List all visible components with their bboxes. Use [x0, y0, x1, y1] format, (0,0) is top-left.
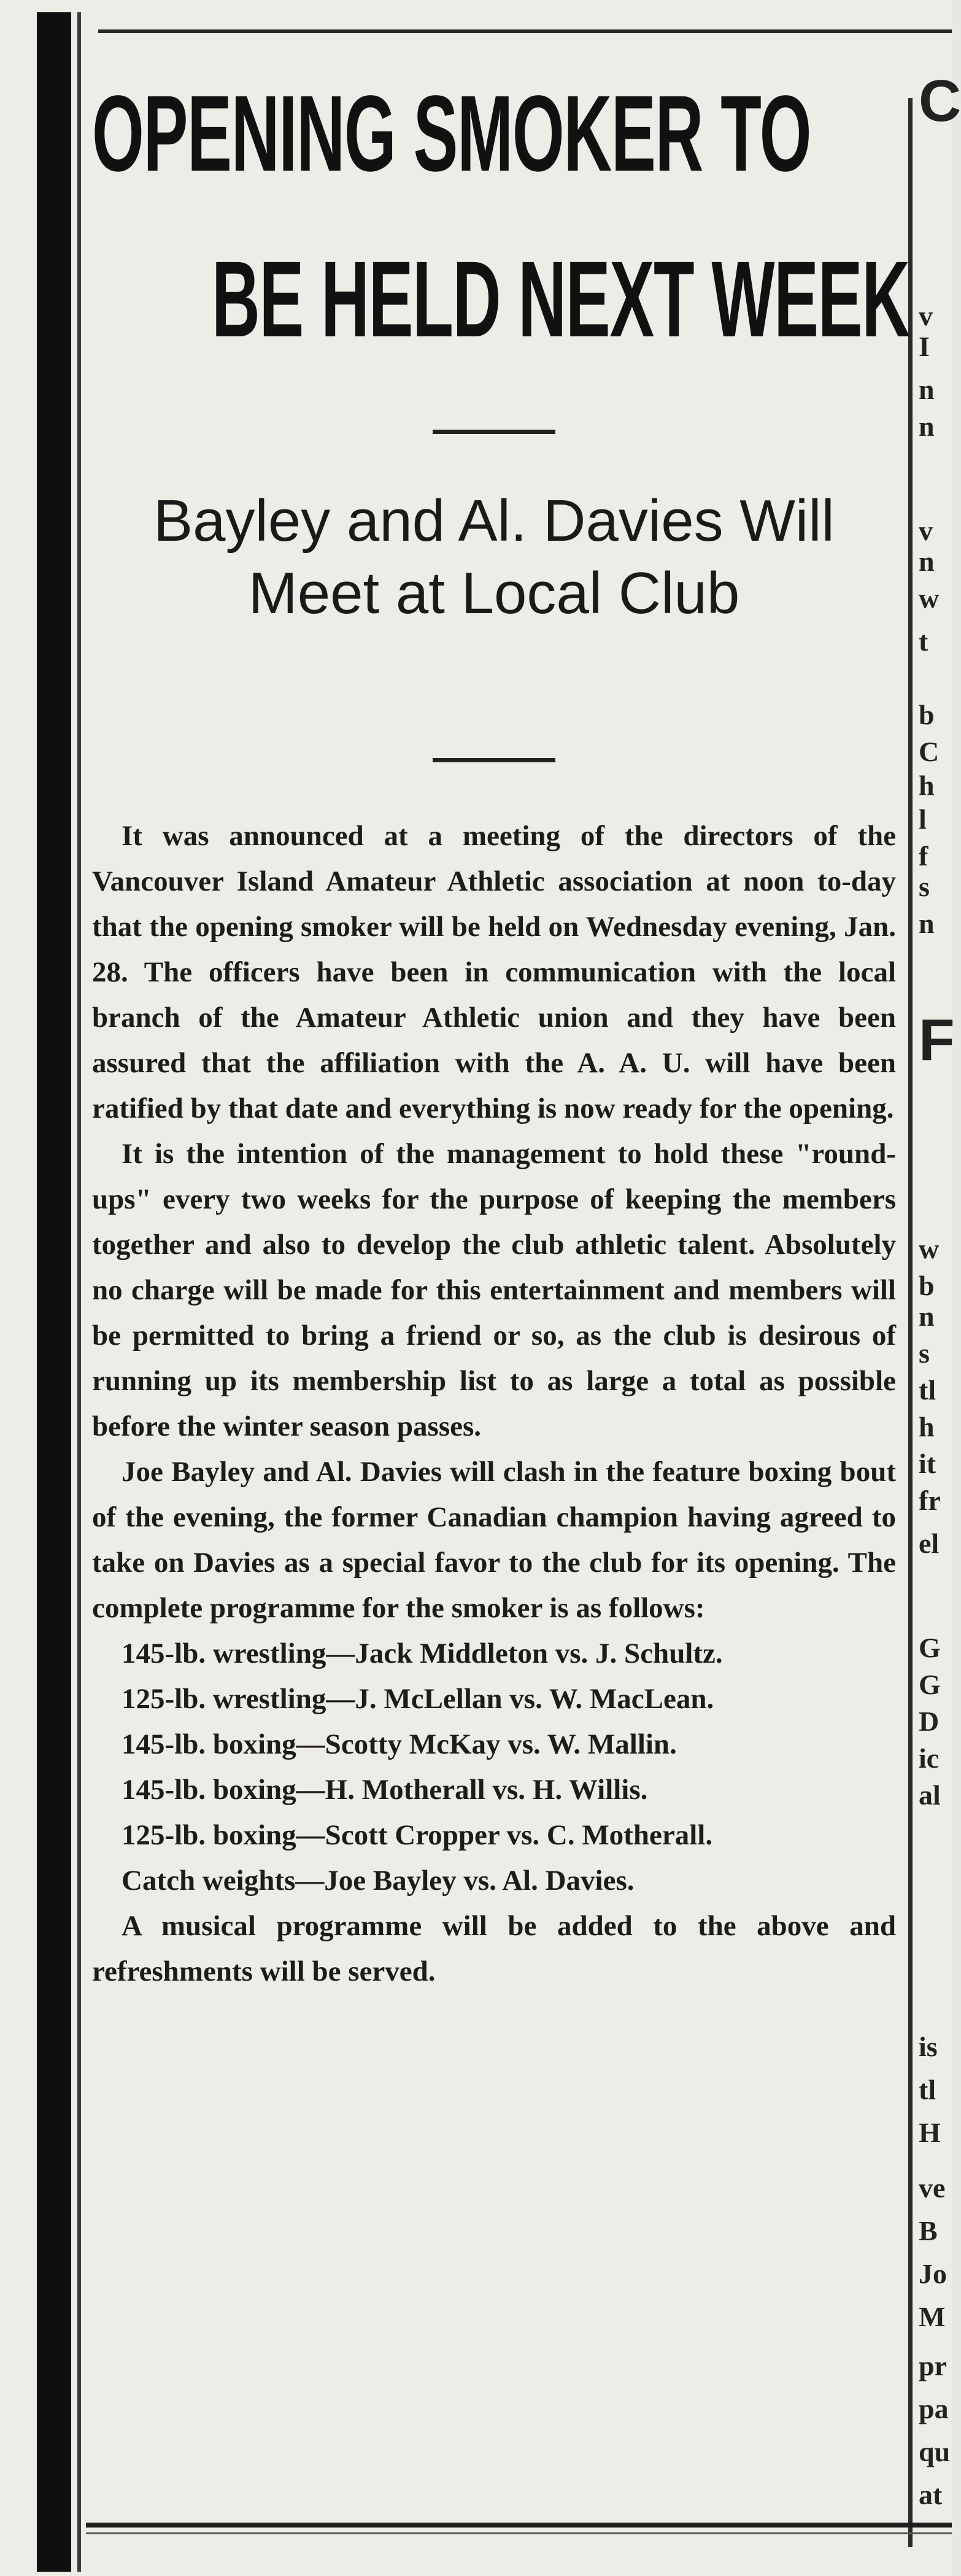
adjacent-column-fragment: at [919, 2479, 943, 2510]
adjacent-column-fragment: n [919, 546, 935, 577]
programme-item: 145-lb. boxing—H. Motherall vs. H. Willis. [122, 1774, 648, 1806]
subheadline: Bayley and Al. Davies Will Meet at Local Club [153, 488, 835, 626]
adjacent-column-fragment: b [919, 1270, 935, 1301]
adjacent-column-fragment: s [919, 871, 930, 902]
column-divider [908, 98, 913, 2547]
adjacent-column-fragment: I [919, 331, 930, 362]
adjacent-column-fragment: F [919, 1007, 955, 1073]
paragraph-3: Joe Bayley and Al. Davies will clash in the feature boxing bout of the evening, the former Canadian champion having agreed to take on Davies as a special favor to the club for its opening. The complete programme for the smoker is as follows: [92, 1456, 896, 1624]
adjacent-column-fragment: tl [919, 2074, 936, 2105]
left-column-rule [37, 12, 71, 2572]
adjacent-column-fragment: l [919, 803, 927, 835]
adjacent-column-fragment: it [919, 1448, 936, 1479]
adjacent-column-fragment: C [919, 68, 961, 134]
paragraph-2: It is the intention of the management to hold these "round-ups" every two weeks for the purpose of keeping the members together and also to develop the club athletic talent. Absolutely no charge will be made for this entertainment and members will be permitted to bring a friend or so, as the club is desirous of running up its membership list to as large a total as possible before the winter season passes. [92, 1138, 896, 1442]
adjacent-column-fragment: pa [919, 2393, 949, 2424]
adjacent-column-fragment: qu [919, 2436, 951, 2467]
adjacent-column-fragment: al [919, 1779, 941, 1811]
subheadline-divider [433, 758, 555, 762]
adjacent-column-fragment: n [919, 908, 935, 939]
adjacent-column-fragment: Jo [919, 2258, 947, 2289]
paragraph-1: It was announced at a meeting of the directors of the Vancouver Island Amateur Athletic association at noon to-day that the opening smoker will be held on Wednesday evening, Jan. 28. The officers have been in communication with the local branch of the Amateur Athletic union and they have been assured that the affiliation with the A. A. U. will have been ratified by that date and everything is now ready for the opening. [92, 820, 896, 1124]
headline-line-2: BE HELD NEXT WEEK [212, 239, 909, 360]
programme-list [92, 1631, 896, 1903]
adjacent-column-fragment: v [919, 300, 933, 331]
bottom-rule-thin [86, 2532, 952, 2534]
adjacent-column-fragment: C [919, 736, 940, 767]
adjacent-column-fragment: t [919, 625, 928, 657]
adjacent-column-fragment: B [919, 2215, 938, 2246]
programme-item: 145-lb. boxing—Scotty McKay vs. W. Mallin. [122, 1728, 677, 1760]
adjacent-column-fragment: pr [919, 2350, 947, 2381]
article-body [92, 813, 896, 1994]
programme-item: 125-lb. wrestling—J. McLellan vs. W. MacLean. [122, 1683, 714, 1715]
adjacent-column-fragment: G [919, 1632, 941, 1663]
adjacent-column-fragment: w [919, 582, 940, 614]
programme-item: 145-lb. wrestling—Jack Middleton vs. J. Schultz. [122, 1638, 723, 1669]
programme-item: Catch weights—Joe Bayley vs. Al. Davies. [122, 1865, 635, 1897]
adjacent-column-fragment: w [919, 1233, 940, 1264]
adjacent-column-fragment: tl [919, 1374, 936, 1406]
adjacent-column-fragment: H [919, 2117, 941, 2148]
headline-line-1: OPENING SMOKER TO [92, 74, 811, 194]
adjacent-column-fragment: v [919, 515, 933, 546]
adjacent-column-fragment: D [919, 1706, 940, 1737]
adjacent-column-fragment: fr [919, 1485, 941, 1516]
adjacent-column-fragment: G [919, 1669, 941, 1700]
adjacent-column-fragment: M [919, 2301, 946, 2332]
top-rule [98, 29, 952, 33]
adjacent-column-fragment: h [919, 1411, 935, 1442]
bottom-rule [86, 2523, 952, 2528]
left-column-thin-rule [77, 12, 81, 2572]
adjacent-column-fragment: n [919, 1301, 935, 1332]
closing-paragraph: A musical programme will be added to the above and refreshments will be served. [92, 1910, 896, 1987]
adjacent-column-fragment: is [919, 2031, 938, 2062]
headline-divider [433, 430, 555, 434]
adjacent-column-fragment: n [919, 374, 935, 405]
adjacent-column-fragment: h [919, 770, 935, 801]
adjacent-column-fragment: ve [919, 2172, 946, 2203]
programme-item: 125-lb. boxing—Scott Cropper vs. C. Motherall. [122, 1819, 713, 1851]
adjacent-column-fragment: b [919, 699, 935, 730]
adjacent-column-fragment: n [919, 411, 935, 442]
adjacent-column-fragment: el [919, 1528, 940, 1559]
adjacent-column-fragment: f [919, 840, 928, 872]
adjacent-column-fragment: s [919, 1337, 930, 1369]
adjacent-column-fragment: ic [919, 1742, 940, 1774]
